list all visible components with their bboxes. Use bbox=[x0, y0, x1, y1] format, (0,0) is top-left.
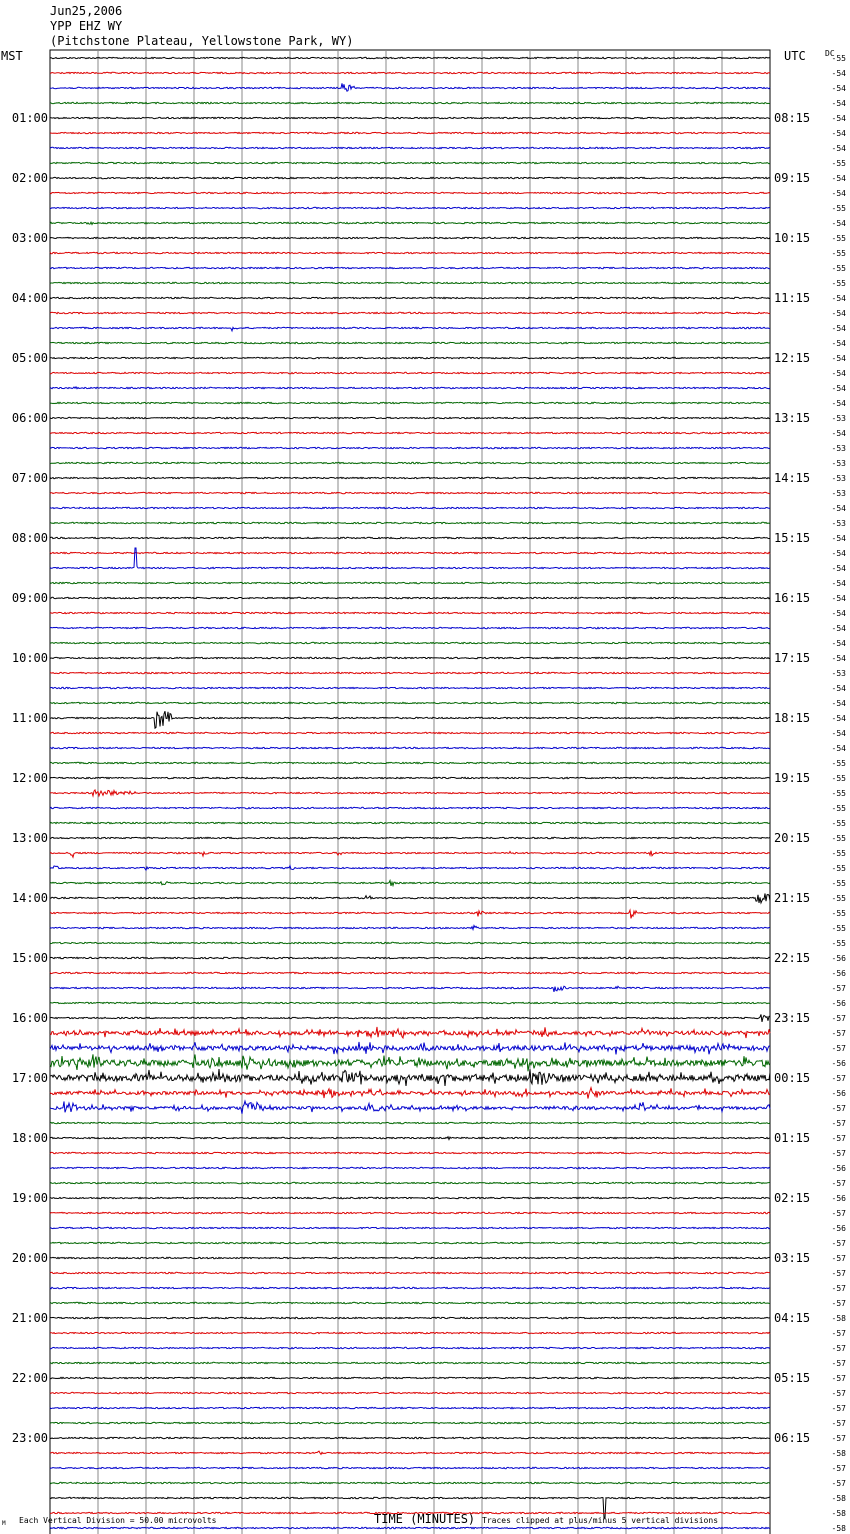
dc-offset-value: -56 bbox=[831, 969, 846, 978]
dc-offset-value: -54 bbox=[831, 609, 846, 618]
left-hour-label: 13:00 bbox=[11, 831, 48, 845]
axis-labels bbox=[12, 54, 846, 1534]
dc-offset-value: -57 bbox=[831, 1299, 846, 1308]
dc-offset-value: -54 bbox=[831, 309, 846, 318]
seismic-trace bbox=[50, 1069, 770, 1086]
right-hour-label: 11:15 bbox=[774, 291, 811, 305]
dc-offset-value: -55 bbox=[831, 879, 846, 888]
dc-offset-value: -54 bbox=[831, 534, 846, 543]
dc-offset-value: -56 bbox=[831, 1059, 846, 1068]
dc-offset-value: -54 bbox=[831, 69, 846, 78]
seismic-trace bbox=[50, 132, 770, 133]
dc-offset-value: -57 bbox=[831, 1434, 846, 1443]
dc-offset-value: -56 bbox=[831, 1164, 846, 1173]
seismic-trace bbox=[50, 1122, 770, 1123]
seismic-trace bbox=[50, 548, 770, 569]
seismic-trace bbox=[50, 612, 770, 613]
seismic-trace bbox=[50, 282, 770, 283]
right-hour-label: 09:15 bbox=[774, 171, 811, 185]
seismic-trace bbox=[50, 297, 770, 298]
seismic-trace bbox=[50, 1257, 770, 1258]
seismic-trace bbox=[50, 942, 770, 943]
dc-offset-value: -55 bbox=[831, 279, 846, 288]
dc-offset-value: -54 bbox=[831, 624, 846, 633]
seismic-trace bbox=[50, 432, 770, 433]
dc-offset-value: -55 bbox=[831, 804, 846, 813]
dc-offset-value: -57 bbox=[831, 1044, 846, 1053]
seismic-trace bbox=[50, 117, 770, 118]
dc-offset-value: -54 bbox=[831, 219, 846, 228]
dc-offset-value: -55 bbox=[831, 819, 846, 828]
seismic-trace bbox=[50, 851, 770, 858]
seismic-trace bbox=[50, 957, 770, 958]
seismic-trace bbox=[50, 1527, 770, 1528]
dc-offset-value: -54 bbox=[831, 504, 846, 513]
dc-offset-value: -54 bbox=[831, 729, 846, 738]
dc-offset-value: -57 bbox=[831, 1209, 846, 1218]
seismic-trace bbox=[50, 1467, 770, 1468]
dc-offset-value: -54 bbox=[831, 114, 846, 123]
right-hour-label: 01:15 bbox=[774, 1131, 811, 1145]
dc-offset-value: -55 bbox=[831, 939, 846, 948]
right-hour-label: 18:15 bbox=[774, 711, 811, 725]
seismic-trace bbox=[50, 492, 770, 493]
right-hour-label: 23:15 bbox=[774, 1011, 811, 1025]
seismic-trace bbox=[50, 822, 770, 823]
left-hour-label: 01:00 bbox=[11, 111, 48, 125]
right-hour-label: 16:15 bbox=[774, 591, 811, 605]
plot-frame bbox=[50, 50, 770, 1534]
seismic-trace bbox=[50, 402, 770, 403]
seismic-trace bbox=[50, 1042, 770, 1054]
seismic-trace bbox=[50, 777, 770, 778]
dc-offset-value: -55 bbox=[831, 864, 846, 873]
dc-offset-value: -54 bbox=[831, 549, 846, 558]
dc-offset-value: -56 bbox=[831, 1194, 846, 1203]
dc-offset-value: -55 bbox=[831, 789, 846, 798]
dc-offset-value: -57 bbox=[831, 1404, 846, 1413]
right-hour-label: 05:15 bbox=[774, 1371, 811, 1385]
left-hour-label: 08:00 bbox=[11, 531, 48, 545]
dc-offset-value: -57 bbox=[831, 1389, 846, 1398]
corner-mark: M bbox=[2, 1520, 6, 1527]
dc-offset-value: -57 bbox=[831, 1074, 846, 1083]
dc-offset-value: -58 bbox=[831, 1509, 846, 1518]
left-hour-label: 21:00 bbox=[11, 1311, 48, 1325]
dc-offset-value: -56 bbox=[831, 999, 846, 1008]
left-hour-label: 19:00 bbox=[11, 1191, 48, 1205]
dc-offset-value: -55 bbox=[831, 774, 846, 783]
right-hour-label: 22:15 bbox=[774, 951, 811, 965]
seismic-trace bbox=[50, 72, 770, 73]
dc-offset-header: DC bbox=[825, 49, 835, 58]
dc-offset-value: -54 bbox=[831, 699, 846, 708]
dc-offset-value: -57 bbox=[831, 1344, 846, 1353]
dc-offset-value: -57 bbox=[831, 1269, 846, 1278]
left-hour-label: 07:00 bbox=[11, 471, 48, 485]
dc-offset-value: -55 bbox=[831, 924, 846, 933]
seismic-trace bbox=[50, 926, 770, 930]
dc-offset-value: -54 bbox=[831, 354, 846, 363]
dc-offset-value: -57 bbox=[831, 1179, 846, 1188]
seismic-trace bbox=[50, 687, 770, 688]
station-code: YPP EHZ WY bbox=[50, 19, 123, 33]
left-hour-label: 09:00 bbox=[11, 591, 48, 605]
left-hour-label: 06:00 bbox=[11, 411, 48, 425]
seismic-trace bbox=[50, 312, 770, 313]
seismic-trace bbox=[50, 342, 770, 343]
seismic-trace bbox=[50, 986, 770, 992]
seismic-trace bbox=[50, 1152, 770, 1153]
seismic-trace bbox=[50, 1317, 770, 1318]
left-hour-label: 22:00 bbox=[11, 1371, 48, 1385]
seismic-trace bbox=[50, 1332, 770, 1333]
dc-offset-value: -55 bbox=[831, 159, 846, 168]
dc-offset-value: -57 bbox=[831, 984, 846, 993]
right-hour-label: 20:15 bbox=[774, 831, 811, 845]
right-hour-label: 19:15 bbox=[774, 771, 811, 785]
dc-offset-value: -54 bbox=[831, 639, 846, 648]
seismic-trace bbox=[50, 1227, 770, 1228]
dc-offset-value: -57 bbox=[831, 1284, 846, 1293]
seismic-trace bbox=[50, 1482, 770, 1483]
seismic-trace bbox=[50, 552, 770, 553]
seismic-trace bbox=[50, 1242, 770, 1243]
seismic-trace bbox=[50, 597, 770, 598]
seismic-trace bbox=[50, 1437, 770, 1438]
seismic-trace bbox=[50, 537, 770, 538]
left-hour-label: 16:00 bbox=[11, 1011, 48, 1025]
dc-offset-value: -53 bbox=[831, 444, 846, 453]
dc-offset-value: -54 bbox=[831, 189, 846, 198]
dc-offset-value: -57 bbox=[831, 1374, 846, 1383]
dc-offset-value: -54 bbox=[831, 339, 846, 348]
seismic-trace bbox=[50, 1451, 770, 1454]
seismic-trace bbox=[50, 1302, 770, 1303]
right-hour-label: 02:15 bbox=[774, 1191, 811, 1205]
dc-offset-value: -55 bbox=[831, 249, 846, 258]
dc-offset-value: -55 bbox=[831, 264, 846, 273]
seismic-trace bbox=[50, 837, 770, 838]
dc-offset-value: -53 bbox=[831, 669, 846, 678]
left-hour-label: 15:00 bbox=[11, 951, 48, 965]
seismic-trace bbox=[50, 1054, 770, 1071]
seismic-trace bbox=[50, 1212, 770, 1213]
dc-offset-value: -54 bbox=[831, 744, 846, 753]
seismic-trace bbox=[50, 807, 770, 808]
dc-offset-value: -57 bbox=[831, 1239, 846, 1248]
seismic-trace bbox=[50, 102, 770, 103]
seismic-trace bbox=[50, 910, 770, 918]
seismic-trace bbox=[50, 1027, 770, 1038]
seismic-trace bbox=[50, 762, 770, 763]
seismic-trace bbox=[50, 1101, 770, 1114]
left-hour-label: 18:00 bbox=[11, 1131, 48, 1145]
seismic-trace bbox=[50, 222, 770, 224]
dc-offset-value: -54 bbox=[831, 324, 846, 333]
dc-offset-value: -57 bbox=[831, 1464, 846, 1473]
seismic-trace bbox=[50, 1407, 770, 1408]
dc-offset-value: -53 bbox=[831, 519, 846, 528]
seismic-trace bbox=[50, 267, 770, 268]
minute-grid bbox=[50, 50, 770, 1534]
dc-offset-value: -53 bbox=[831, 489, 846, 498]
dc-offset-value: -54 bbox=[831, 129, 846, 138]
dc-offset-value: -53 bbox=[831, 459, 846, 468]
seismic-trace bbox=[50, 642, 770, 643]
right-hour-label: 08:15 bbox=[774, 111, 811, 125]
dc-offset-value: -58 bbox=[831, 1494, 846, 1503]
dc-offset-value: -54 bbox=[831, 654, 846, 663]
seismic-trace bbox=[50, 192, 770, 193]
right-hour-label: 00:15 bbox=[774, 1071, 811, 1085]
dc-offset-value: -56 bbox=[831, 954, 846, 963]
dc-offset-value: -54 bbox=[831, 684, 846, 693]
right-hour-label: 15:15 bbox=[774, 531, 811, 545]
left-hour-label: 10:00 bbox=[11, 651, 48, 665]
dc-offset-value: -55 bbox=[831, 234, 846, 243]
dc-offset-value: -53 bbox=[831, 414, 846, 423]
seismic-trace bbox=[50, 881, 770, 886]
seismic-trace bbox=[50, 387, 770, 389]
dc-offset-value: -57 bbox=[831, 1014, 846, 1023]
dc-offset-value: -54 bbox=[831, 369, 846, 378]
left-hour-label: 05:00 bbox=[11, 351, 48, 365]
dc-offset-value: -57 bbox=[831, 1254, 846, 1263]
dc-offset-value: -57 bbox=[831, 1419, 846, 1428]
seismic-trace bbox=[50, 972, 770, 973]
dc-offset-value: -55 bbox=[831, 54, 846, 63]
seismic-trace bbox=[50, 1377, 770, 1378]
right-hour-label: 14:15 bbox=[774, 471, 811, 485]
seismic-trace bbox=[50, 1347, 770, 1348]
seismic-trace bbox=[50, 83, 770, 91]
seismic-trace bbox=[50, 327, 770, 331]
seismic-trace bbox=[50, 1002, 770, 1003]
seismic-trace bbox=[50, 893, 770, 903]
dc-offset-value: -57 bbox=[831, 1119, 846, 1128]
seismic-trace bbox=[50, 372, 770, 373]
seismic-trace bbox=[50, 1137, 770, 1140]
seismic-trace bbox=[50, 732, 770, 733]
seismic-trace bbox=[50, 672, 770, 673]
dc-offset-value: -54 bbox=[831, 594, 846, 603]
right-hour-label: 17:15 bbox=[774, 651, 811, 665]
dc-offset-value: -55 bbox=[831, 894, 846, 903]
dc-offset-value: -57 bbox=[831, 1149, 846, 1158]
right-timezone-label: UTC bbox=[784, 49, 806, 63]
left-hour-label: 17:00 bbox=[11, 1071, 48, 1085]
seismic-trace bbox=[50, 866, 770, 870]
dc-offset-value: -54 bbox=[831, 294, 846, 303]
dc-offset-value: -54 bbox=[831, 399, 846, 408]
dc-offset-value: -55 bbox=[831, 759, 846, 768]
dc-offset-value: -57 bbox=[831, 1134, 846, 1143]
dc-offset-value: -55 bbox=[831, 204, 846, 213]
seismic-trace bbox=[50, 357, 770, 358]
dc-offset-value: -54 bbox=[831, 714, 846, 723]
seismic-trace bbox=[50, 507, 770, 508]
dc-offset-value: -54 bbox=[831, 429, 846, 438]
trace-group bbox=[50, 57, 770, 1534]
left-hour-label: 23:00 bbox=[11, 1431, 48, 1445]
seismic-trace bbox=[50, 711, 770, 728]
dc-offset-value: -55 bbox=[831, 909, 846, 918]
seismic-trace bbox=[50, 1287, 770, 1288]
dc-offset-value: -56 bbox=[831, 1089, 846, 1098]
dc-offset-value: -54 bbox=[831, 579, 846, 588]
dc-offset-value: -53 bbox=[831, 474, 846, 483]
dc-offset-value: -55 bbox=[831, 834, 846, 843]
dc-offset-value: -55 bbox=[831, 849, 846, 858]
left-hour-label: 04:00 bbox=[11, 291, 48, 305]
seismic-trace bbox=[50, 657, 770, 658]
dc-offset-value: -54 bbox=[831, 144, 846, 153]
seismic-trace bbox=[50, 162, 770, 163]
seismic-trace bbox=[50, 237, 770, 238]
left-timezone-label: MST bbox=[1, 49, 23, 63]
dc-offset-value: -57 bbox=[831, 1029, 846, 1038]
seismic-trace bbox=[50, 57, 770, 58]
dc-offset-value: -58 bbox=[831, 1449, 846, 1458]
dc-offset-value: -57 bbox=[831, 1359, 846, 1368]
dc-offset-value: -57 bbox=[831, 1479, 846, 1488]
dc-offset-value: -54 bbox=[831, 99, 846, 108]
seismic-trace bbox=[50, 477, 770, 478]
seismic-trace bbox=[50, 1392, 770, 1393]
left-hour-label: 02:00 bbox=[11, 171, 48, 185]
seismic-trace bbox=[50, 1014, 770, 1022]
right-hour-label: 13:15 bbox=[774, 411, 811, 425]
left-hour-label: 11:00 bbox=[11, 711, 48, 725]
seismic-trace bbox=[50, 462, 770, 463]
seismic-trace bbox=[50, 417, 770, 418]
right-hour-label: 04:15 bbox=[774, 1311, 811, 1325]
right-hour-label: 12:15 bbox=[774, 351, 811, 365]
seismic-trace bbox=[50, 627, 770, 628]
seismic-trace bbox=[50, 447, 770, 448]
seismic-trace bbox=[50, 1362, 770, 1363]
seismic-trace bbox=[50, 522, 770, 523]
dc-offset-value: -58 bbox=[831, 1314, 846, 1323]
left-hour-label: 14:00 bbox=[11, 891, 48, 905]
seismic-trace bbox=[50, 207, 770, 208]
dc-offset-value: -54 bbox=[831, 84, 846, 93]
seismic-trace bbox=[50, 1197, 770, 1198]
dc-offset-value: -57 bbox=[831, 1104, 846, 1113]
seismic-trace bbox=[50, 790, 770, 796]
seismic-trace bbox=[50, 702, 770, 703]
left-hour-label: 20:00 bbox=[11, 1251, 48, 1265]
seismic-trace bbox=[50, 747, 770, 748]
clip-note: Traces clipped at plus/minus 5 vertical divisions bbox=[482, 1516, 719, 1525]
dc-offset-value: -54 bbox=[831, 174, 846, 183]
dc-offset-value: -54 bbox=[831, 564, 846, 573]
seismic-trace bbox=[50, 1167, 770, 1168]
seismic-trace bbox=[50, 252, 770, 253]
record-date: Jun25,2006 bbox=[50, 4, 123, 18]
dc-offset-value: -57 bbox=[831, 1329, 846, 1338]
dc-offset-value: -54 bbox=[831, 384, 846, 393]
station-location: (Pitchstone Plateau, Yellowstone Park, WY) bbox=[50, 34, 354, 48]
dc-offset-value: -56 bbox=[831, 1224, 846, 1233]
seismic-trace bbox=[50, 1088, 770, 1099]
right-hour-label: 03:15 bbox=[774, 1251, 811, 1265]
right-hour-label: 06:15 bbox=[774, 1431, 811, 1445]
seismic-trace bbox=[50, 147, 770, 148]
seismic-trace bbox=[50, 177, 770, 178]
x-axis-title: TIME (MINUTES) bbox=[374, 1512, 476, 1526]
right-hour-label: 21:15 bbox=[774, 891, 811, 905]
right-hour-label: 10:15 bbox=[774, 231, 811, 245]
left-hour-label: 03:00 bbox=[11, 231, 48, 245]
seismic-trace bbox=[50, 1272, 770, 1273]
scale-note: Each Vertical Division = 50.00 microvolts bbox=[19, 1516, 217, 1525]
dc-offset-value: -58 bbox=[831, 1524, 846, 1533]
seismic-trace bbox=[50, 1422, 770, 1423]
left-hour-label: 12:00 bbox=[11, 771, 48, 785]
seismic-trace bbox=[50, 582, 770, 583]
seismic-trace bbox=[50, 1182, 770, 1183]
